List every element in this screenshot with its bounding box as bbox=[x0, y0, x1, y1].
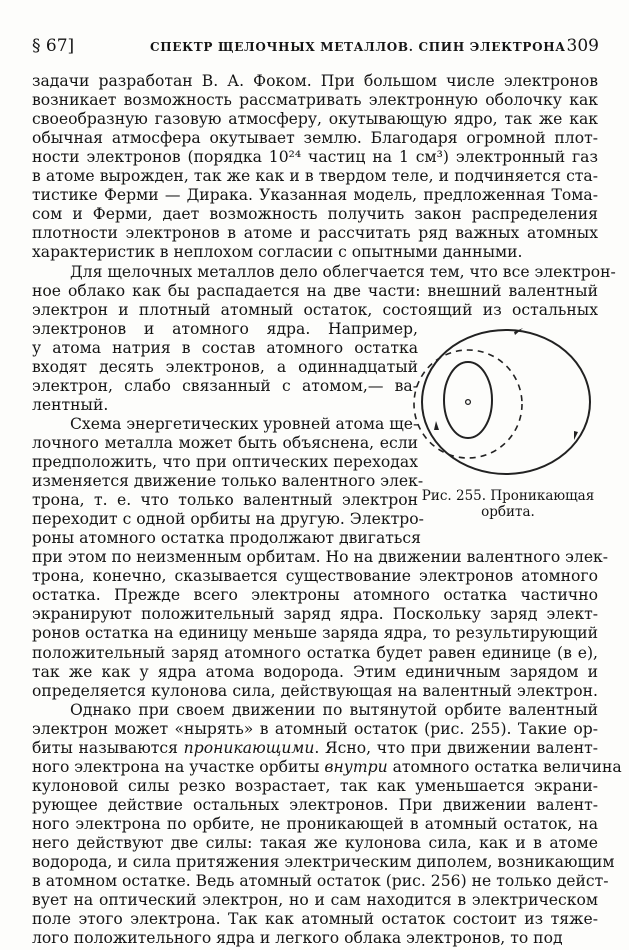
text-line: вует на оптический электрон, но и сам находится в электрическом bbox=[32, 891, 598, 910]
text-line: положительный заряд атомного остатка будет равен единице (в e), bbox=[32, 643, 598, 662]
text-line: биты называются проникающими. Ясно, что при движении валент- bbox=[32, 738, 598, 757]
text-line: Однако при своем движении по вытянутой орбите валентный bbox=[70, 700, 598, 719]
text-line: лентный. bbox=[32, 395, 109, 414]
page-number: 309 bbox=[566, 36, 599, 56]
text-line: сом и Ферми, дает возможность получить закон распределения bbox=[32, 205, 598, 224]
text-line: Для щелочных металлов дело облегчается тем, что все электрон- bbox=[70, 262, 616, 281]
text-line: ности электронов (порядка 10²⁴ частиц на 1 см³) электронный газ bbox=[32, 148, 598, 167]
text-line: поле этого электрона. Так как атомный остаток состоит из тяже- bbox=[32, 910, 598, 929]
text-line: Схема энергетических уровней атома ще- bbox=[70, 414, 419, 433]
text-line: лого положительного ядра и легкого облака электронов, то под bbox=[32, 929, 563, 948]
text-line: него действуют две силы: такая же кулонова сила, как и в атоме bbox=[32, 834, 598, 852]
text-line: в атомном остатке. Ведь атомный остаток (рис. 256) не только дейст- bbox=[32, 872, 609, 891]
text-line: входят десять электронов, а одиннадцатый bbox=[32, 357, 418, 376]
running-header bbox=[32, 36, 599, 60]
text-line: водорода, и сила притяжения электрическим диполем, возникающим bbox=[32, 853, 615, 872]
text-line: плотности электронов в атоме и рассчитать ряд важных атомных bbox=[32, 224, 598, 243]
text-line: трона, конечно, сказывается существование электронов атомного bbox=[32, 567, 598, 586]
text-line: кулоновой силы резко возрастает, так как уменьшается экрани- bbox=[32, 776, 598, 795]
text-line: так же как у ядра атома водорода. Этим единичным зарядом и bbox=[32, 662, 598, 681]
text-line: трона, т. е. что только валентный электрон bbox=[32, 491, 418, 510]
text-line: изменяется движение только валентного элек- bbox=[32, 472, 424, 491]
figure-caption: Рис. 255. Проникающая орбита. bbox=[421, 488, 595, 520]
text-line: электронов и атомного ядра. Например, bbox=[32, 319, 418, 338]
text-line: в атоме вырожден, так же как и в твердом теле, и подчиняется ста- bbox=[32, 167, 598, 186]
text-line: задачи разработан В. А. Фоком. При большом числе электронов bbox=[32, 72, 598, 90]
text-line: возникает возможность рассматривать электронную оболочку как bbox=[32, 91, 598, 110]
text-line: характеристик в неплохом согласии с опытными данными. bbox=[32, 243, 523, 262]
emphasis: внутри bbox=[324, 757, 388, 776]
text-line: предположить, что при оптических переходах bbox=[32, 453, 418, 471]
text-line: своеобразную газовую атмосферу, окутывающую ядро, так же как bbox=[32, 110, 598, 129]
text-line: электрон, слабо связанный с атомом,— ва- bbox=[32, 376, 418, 395]
text-line: электрон и плотный атомный остаток, состоящий из остальных bbox=[32, 300, 598, 319]
text-line: ное облако как бы распадается на две части: внешний валентный bbox=[32, 281, 598, 300]
text-line: ронов остатка на единицу меньше заряда ядра, то результирующий bbox=[32, 624, 598, 643]
section-number: § 67] bbox=[32, 36, 75, 56]
text-line: тистике Ферми — Дирака. Указанная модель, предложенная Тома- bbox=[32, 186, 598, 205]
text-line: у атома натрия в состав атомного остатка bbox=[32, 338, 418, 357]
text-line: электрон может «нырять» в атомный остаток (рис. 255). Такие ор- bbox=[32, 719, 598, 738]
text-line: при этом по неизменным орбитам. Но на движении валентного элек- bbox=[32, 548, 609, 567]
penetrating-orbit-figure bbox=[418, 312, 598, 492]
text-line: переходит с одной орбиты на другую. Электро- bbox=[32, 510, 424, 529]
text-line: остатка. Прежде всего электроны атомного остатка частично bbox=[32, 586, 598, 605]
text-line: экранируют положительный заряд ядра. Поскольку заряд элект- bbox=[32, 605, 598, 624]
text-line: рующее действие остальных электронов. При движении валент- bbox=[32, 795, 598, 814]
text-line: ного электрона по орбите, не проникающей в атомный остаток, на bbox=[32, 814, 598, 833]
emphasis: проникающими bbox=[183, 738, 315, 757]
valence-orbit-outer bbox=[422, 330, 590, 474]
text-line: лочного металла может быть объяснена, если bbox=[32, 433, 418, 452]
nucleus bbox=[466, 400, 471, 405]
text-line: роны атомного остатка продолжают двигаться bbox=[32, 529, 421, 548]
text-line: обычная атмосфера окутывает землю. Благодаря огромной плот- bbox=[32, 129, 598, 148]
orbit-arrow-left bbox=[434, 421, 439, 430]
text-line: определяется кулонова сила, действующая на валентный электрон. bbox=[32, 681, 598, 700]
running-title: СПЕКТР ЩЕЛОЧНЫХ МЕТАЛЛОВ. СПИН ЭЛЕКТРОНА bbox=[150, 40, 566, 54]
text-line: ного электрона на участке орбиты внутри атомного остатка величина bbox=[32, 757, 622, 776]
